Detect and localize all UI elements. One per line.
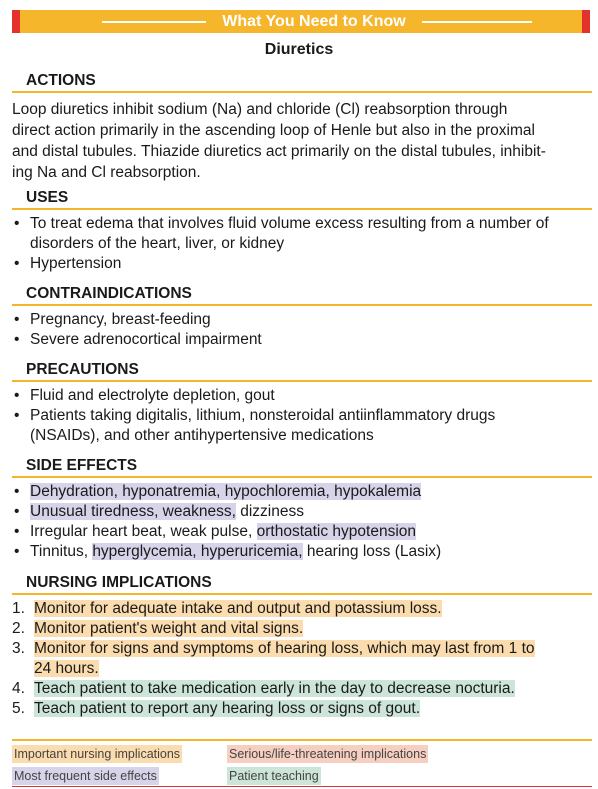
list-item	[12, 502, 592, 522]
header-banner	[12, 10, 590, 33]
frequent-side-effect-highlight: orthostatic hypotension	[256, 523, 417, 540]
uses-section	[12, 188, 592, 274]
contraindications-list	[12, 310, 592, 350]
banner-left-rule	[102, 21, 206, 23]
list-item	[12, 254, 592, 274]
important-implication-highlight: Monitor patient's weight and vital signs.	[34, 620, 304, 637]
list-item-text: • To treat edema that involves fluid volume excess resulting from a number of	[30, 215, 549, 232]
item-number: 1.	[12, 600, 25, 617]
side-effects-heading: SIDE EFFECTS	[12, 456, 592, 478]
list-item: • Severe adrenocortical impairment	[12, 330, 592, 350]
contraindications-heading: CONTRAINDICATIONS	[12, 284, 592, 306]
legend-frequent: Most frequent side effects	[14, 769, 157, 783]
list-item-text: • Hypertension	[30, 255, 122, 272]
list-item-text: dizziness	[235, 503, 304, 520]
banner-title: What You Need to Know	[222, 13, 406, 30]
banner-right-cap	[582, 10, 590, 33]
actions-text	[12, 99, 592, 183]
list-item-text: • Fluid and electrolyte depletion, gout	[30, 387, 275, 404]
list-item-text: hearing loss (Lasix)	[302, 543, 442, 560]
actions-heading: ACTIONS	[12, 71, 592, 93]
list-item-text: Tinnitus,	[30, 543, 93, 560]
list-item: • Pregnancy, breast-feeding	[12, 310, 592, 330]
nursing-implications-list	[12, 599, 592, 719]
page-title: Diuretics	[264, 41, 334, 58]
actions-section	[12, 71, 592, 183]
list-item	[12, 542, 592, 562]
list-item	[12, 699, 592, 719]
banner-right-rule	[422, 21, 532, 23]
nursing-implications-heading: NURSING IMPLICATIONS	[12, 573, 592, 595]
list-item	[12, 386, 592, 406]
list-item-text: • Patients taking digitalis, lithium, nonsteroidal antiinflammatory drugs	[30, 407, 496, 424]
important-implication-highlight: Monitor for adequate intake and output and potassium loss.	[34, 600, 442, 617]
list-item	[12, 214, 592, 254]
precautions-section	[12, 360, 592, 446]
frequent-side-effect-highlight: Unusual tiredness, weakness,	[30, 503, 236, 520]
banner-left-cap	[12, 10, 20, 33]
important-implication-highlight: Monitor for signs and symptoms of hearing loss, which may last from 1 to	[34, 640, 535, 657]
legend-top-rule	[12, 739, 592, 741]
actions-line: ing Na and Cl reabsorption.	[12, 164, 201, 181]
contraindications-section	[12, 284, 592, 350]
important-implication-highlight: 24 hours.	[34, 660, 99, 677]
list-item-text: (NSAIDs), and other antihypertensive medications	[30, 427, 374, 444]
list-item	[12, 522, 592, 542]
item-number: 4.	[12, 680, 25, 697]
actions-line: and distal tubules. Thiazide diuretics act primarily on the distal tubules, inhibit-	[12, 143, 546, 160]
list-item	[12, 599, 592, 619]
side-effects-section	[12, 456, 592, 562]
frequent-side-effect-highlight: Dehydration, hyponatremia, hypochloremia, hypokalemia	[30, 483, 422, 500]
legend-teaching: Patient teaching	[229, 769, 319, 783]
actions-line: Loop diuretics inhibit sodium (Na) and chloride (Cl) reabsorption through	[12, 101, 508, 118]
patient-teaching-highlight: Teach patient to take medication early in the day to decrease nocturia.	[34, 680, 515, 697]
list-item-text: disorders of the heart, liver, or kidney	[30, 235, 285, 252]
uses-list	[12, 214, 592, 274]
uses-heading: USES	[12, 188, 592, 210]
precautions-heading: PRECAUTIONS	[12, 360, 592, 382]
frequent-side-effect-highlight: hyperglycemia, hyperuricemia,	[92, 543, 303, 560]
precautions-list	[12, 386, 592, 446]
legend-serious: Serious/life-threatening implications	[229, 747, 427, 761]
legend-important: Important nursing implications	[14, 747, 181, 761]
patient-teaching-highlight: Teach patient to report any hearing loss or signs of gout.	[34, 700, 421, 717]
item-number: 2.	[12, 620, 25, 637]
side-effects-list	[12, 482, 592, 562]
list-item	[12, 639, 592, 679]
legend-bottom-rule	[12, 786, 592, 787]
list-item	[12, 482, 592, 502]
list-item	[12, 406, 592, 446]
actions-line: direct action primarily in the ascending loop of Henle but also in the proximal	[12, 122, 535, 139]
item-number: 5.	[12, 700, 25, 717]
list-item	[12, 619, 592, 639]
nursing-implications-section	[12, 573, 592, 719]
item-number: 3.	[12, 640, 25, 657]
list-item	[12, 679, 592, 699]
list-item-text: Irregular heart beat, weak pulse,	[30, 523, 257, 540]
